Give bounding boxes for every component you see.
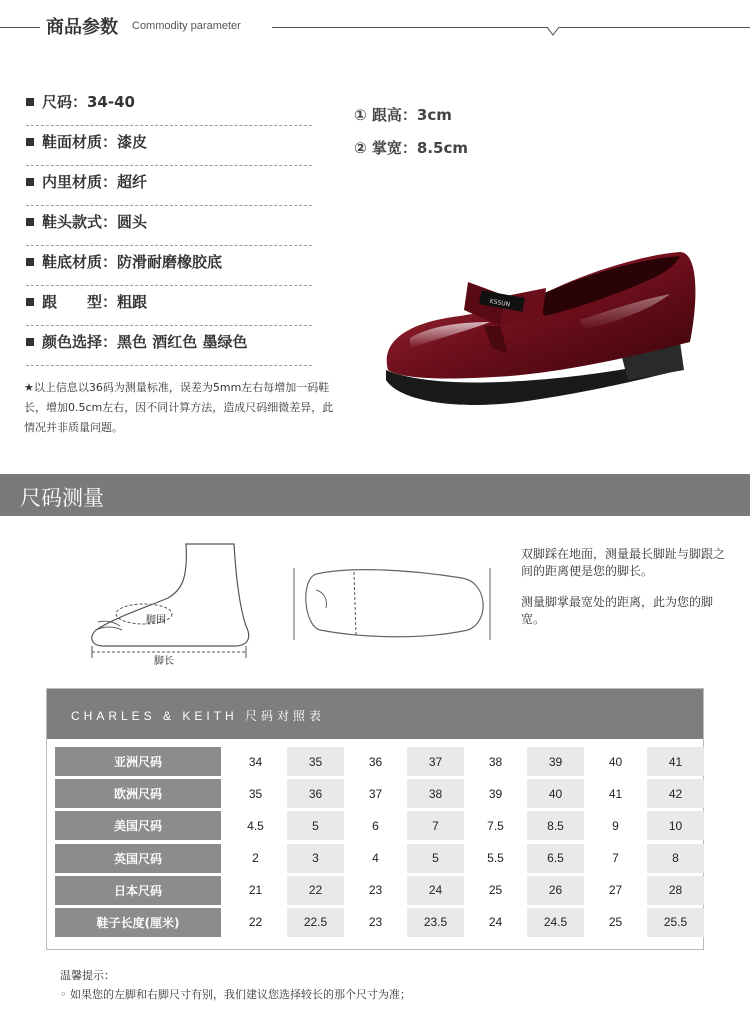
size-grid [55,747,704,940]
table-row [55,908,704,940]
table-cell: 42 [647,779,704,808]
param-text: 鞋面材质：漆皮 [42,133,148,151]
table-cell: 25 [608,915,623,930]
product-shoe-image [380,230,720,430]
header-line-left [0,27,40,28]
table-cell: 8 [647,844,704,873]
table-row [55,876,704,908]
param-row [26,166,312,206]
table-cell: 35 [248,786,263,801]
header-notch-icon [547,27,559,37]
foot-side-diagram [84,538,254,670]
header-subtitle: Commodity parameter [132,20,241,32]
bullet-icon [26,98,34,106]
sole-top-diagram [292,560,498,650]
table-cell: 22.5 [287,908,344,937]
table-row [55,811,704,843]
sole-width: ② 掌宽：8.5cm [354,139,469,157]
table-row [55,844,704,876]
table-cell: 37 [407,747,464,776]
table-cell: 4 [372,851,379,866]
table-cell: 36 [287,779,344,808]
row-header: 日本尺码 [55,876,221,905]
table-cell: 25 [488,883,503,898]
bullet-icon [26,258,34,266]
size-chart [46,688,704,950]
row-header: 美国尺码 [55,811,221,840]
table-cell: 40 [527,779,584,808]
tips [60,966,411,1004]
param-text: 尺码：34-40 [42,93,135,111]
table-cell: 7 [612,851,619,866]
bullet-icon [26,218,34,226]
param-row [26,86,312,126]
header-title: 商品参数 [46,17,118,38]
row-header: 鞋子长度(厘米) [55,908,221,937]
table-cell: 23 [368,883,383,898]
table-cell: 27 [608,883,623,898]
size-note: ★以上信息以36码为测量标准，误差为5mm左右每增加一码鞋长，增加0.5cm左右，因不同计算方法，造成尺码细微差异，此情况并非质量问题。 [24,381,334,434]
param-row [26,206,312,246]
table-cell: 9 [612,818,619,833]
row-header: 英国尺码 [55,844,221,873]
table-cell: 40 [608,754,623,769]
table-cell: 26 [527,876,584,905]
param-row [26,246,312,286]
size-chart-title: CHARLES & KEITH 尺码对照表 [71,709,326,723]
table-cell: 21 [248,883,263,898]
section-title: 尺码测量 [20,486,104,510]
param-text: 跟 型：粗跟 [42,293,148,311]
table-cell: 6 [372,818,379,833]
param-text: 鞋底材质：防滑耐磨橡胶底 [42,253,223,271]
width-instruction: 测量脚掌最宽处的距离，此为您的脚宽。 [521,595,714,626]
heel-height: ① 跟高：3cm [354,106,452,124]
param-text: 内里材质：超纤 [42,173,148,191]
table-cell: 22 [248,915,263,930]
table-cell: 8.5 [527,811,584,840]
table-cell: 38 [488,754,503,769]
table-cell: 5.5 [487,851,504,866]
table-cell: 25.5 [647,908,704,937]
table-cell: 34 [248,754,263,769]
table-cell: 24 [488,915,503,930]
tips-line: ◦ 如果您的左脚和右脚尺寸有别，我们建议您选择较长的那个尺寸为准； [60,988,411,1001]
section-header [0,0,750,54]
table-cell: 39 [488,786,503,801]
heel-spec-list [354,104,468,170]
size-chart-header [47,689,703,739]
param-row [26,286,312,326]
measure-instructions [521,546,731,642]
table-cell: 10 [647,811,704,840]
table-cell: 4.5 [247,818,264,833]
table-cell: 38 [407,779,464,808]
table-cell: 28 [647,876,704,905]
length-label: 脚长 [154,656,174,667]
table-cell: 23 [368,915,383,930]
table-cell: 23.5 [407,908,464,937]
table-cell: 24 [407,876,464,905]
girth-label: 脚围 [146,615,166,626]
section-band [0,474,750,516]
param-list [26,86,312,366]
row-header: 亚洲尺码 [55,747,221,776]
table-cell: 7 [407,811,464,840]
param-text: 颜色选择：黑色 酒红色 墨绿色 [42,333,248,351]
table-cell: 39 [527,747,584,776]
table-cell: 36 [368,754,383,769]
table-cell: 3 [287,844,344,873]
table-cell: 41 [647,747,704,776]
row-header: 欧洲尺码 [55,779,221,808]
table-cell: 37 [368,786,383,801]
table-cell: 22 [287,876,344,905]
table-cell: 5 [407,844,464,873]
bullet-icon [26,138,34,146]
table-cell: 41 [608,786,623,801]
tips-title: 温馨提示： [60,969,115,982]
header-line-right [272,27,750,28]
param-row [26,326,312,366]
table-cell: 2 [252,851,259,866]
table-cell: 5 [287,811,344,840]
table-cell: 24.5 [527,908,584,937]
table-row [55,747,704,779]
table-cell: 35 [287,747,344,776]
param-text: 鞋头款式：圆头 [42,213,148,231]
table-cell: 7.5 [487,818,504,833]
bullet-icon [26,338,34,346]
param-row [26,126,312,166]
bullet-icon [26,298,34,306]
bow-tag-text: KSSUN [489,297,511,309]
length-instruction: 双脚踩在地面，测量最长脚趾与脚跟之间的距离便是您的脚长。 [521,547,726,578]
table-row [55,779,704,811]
table-cell: 6.5 [527,844,584,873]
bullet-icon [26,178,34,186]
